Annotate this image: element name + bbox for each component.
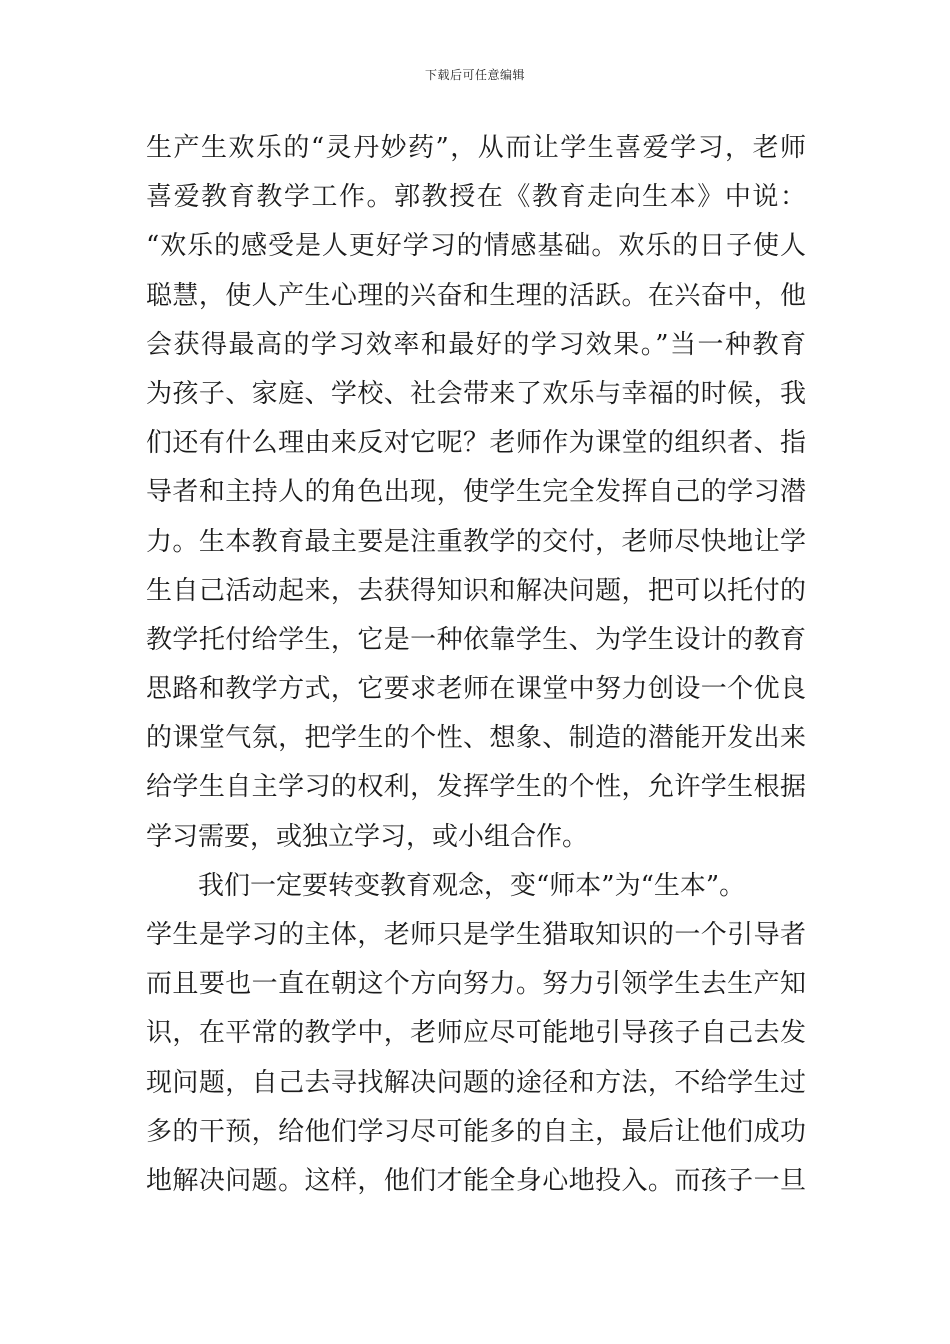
text-line: 导者和主持人的角色出现，使学生完全发挥自己的学习潜 [146, 477, 806, 508]
text-line: 思路和教学方式，它要求老师在课堂中努力创设一个优良 [146, 674, 806, 705]
text-line: 学习需要，或独立学习，或小组合作。 [146, 821, 589, 852]
text-line: “欢乐的感受是人更好学习的情感基础。欢乐的日子使人 [146, 231, 806, 262]
header-note: 下载后可任意编辑 [424, 68, 525, 82]
text-line: 会获得最高的学习效率和最好的学习效果。”当一种教育 [146, 329, 806, 360]
text-line: 生产生欢乐的“灵丹妙药”，从而让学生喜爱学习，老师 [146, 133, 806, 163]
text-line: 为孩子、家庭、学校、社会带来了欢乐与幸福的时候，我 [146, 378, 806, 409]
text-line: 现问题，自己去寻找解决问题的途径和方法，不给学生过 [146, 1067, 806, 1098]
text-line: 多的干预，给他们学习尽可能多的自主，最后让他们成功 [146, 1116, 806, 1147]
paragraph-2 [146, 862, 806, 1206]
text-line: 识，在平常的教学中，老师应尽可能地引导孩子自己去发 [146, 1018, 806, 1049]
text-line: 教学托付给学生，它是一种依靠学生、为学生设计的教育 [146, 624, 806, 655]
text-line: 而且要也一直在朝这个方向努力。努力引领学生去生产知 [146, 969, 806, 1000]
text-line: 喜爱教育教学工作。郭教授在《教育走向生本》中说： [146, 182, 806, 213]
text-line: 地解决问题。这样，他们才能全身心地投入。而孩子一旦 [146, 1165, 806, 1196]
text-line: 的课堂气氛，把学生的个性、想象、制造的潜能开发出来 [146, 723, 806, 754]
text-line: 学生是学习的主体，老师只是学生猎取知识的一个引导者 [146, 920, 806, 950]
text-line: 聪慧，使人产生心理的兴奋和生理的活跃。在兴奋中，他 [146, 280, 806, 311]
text-line: 力。生本教育最主要是注重教学的交付，老师尽快地让学 [146, 526, 806, 557]
body-text [146, 124, 806, 1206]
paragraph-1 [146, 124, 806, 862]
text-line: 们还有什么理由来反对它呢？老师作为课堂的组织者、指 [146, 428, 806, 459]
text-line: 我们一定要转变教育观念，变“师本”为“生本”。 [198, 870, 746, 901]
text-line: 给学生自主学习的权利，发挥学生的个性，允许学生根据 [146, 772, 806, 803]
text-line: 生自己活动起来，去获得知识和解决问题，把可以托付的 [146, 575, 806, 606]
